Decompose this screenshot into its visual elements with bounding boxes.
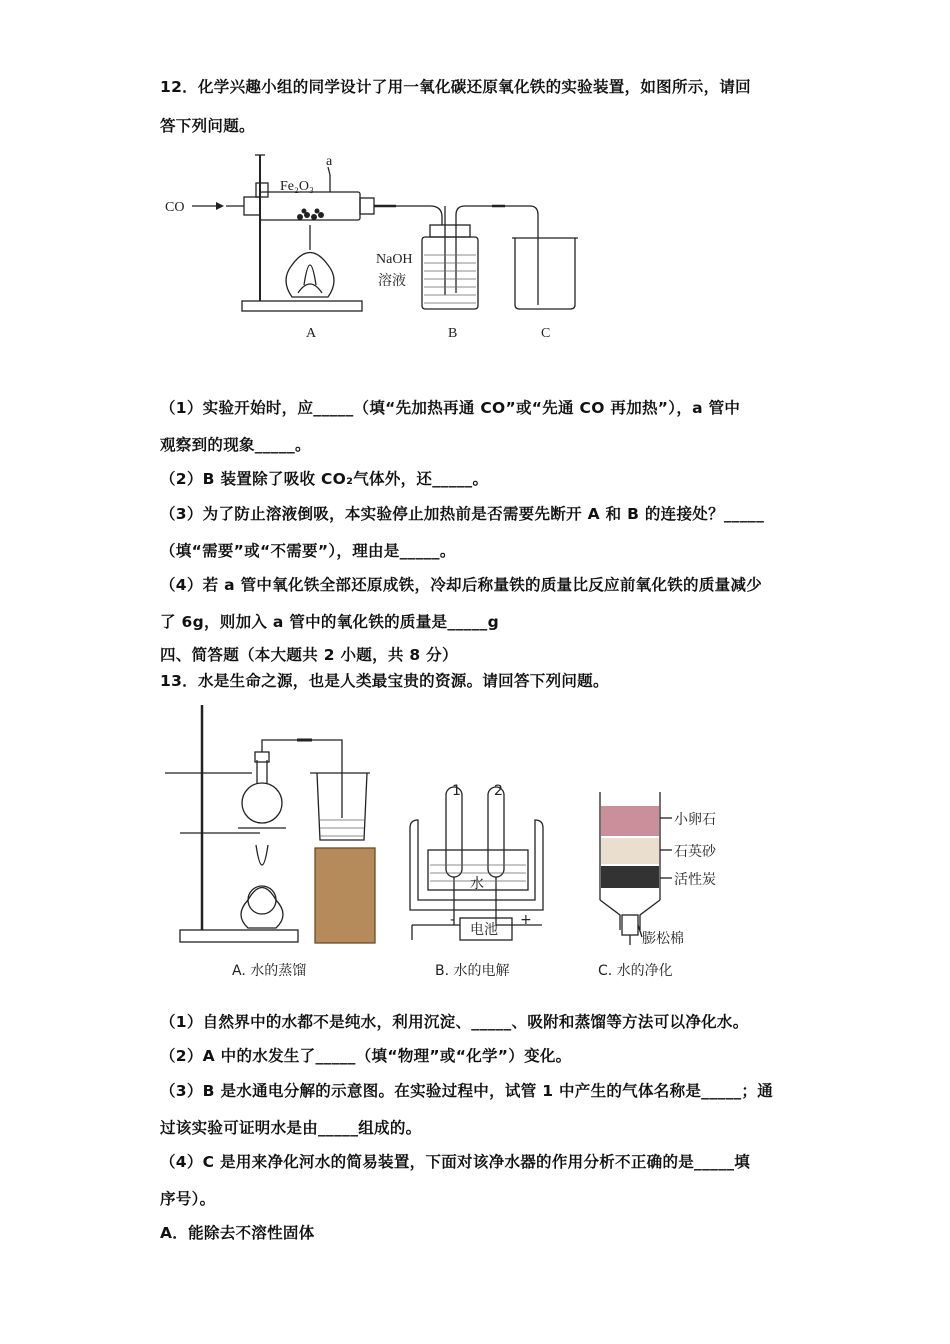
q12-p1-line1: （1）实验开始时，应_____（填“先加热再通 CO”或“先通 CO 再加热”），a 管中: [160, 399, 741, 417]
q12-p2: （2）B 装置除了吸收 CO₂气体外，还_____。: [160, 470, 489, 488]
q13-p3-line2: 过该实验可证明水是由_____组成的。: [160, 1119, 422, 1137]
minus-label: -: [450, 912, 456, 928]
carbon-label: 活性炭: [674, 872, 716, 888]
q13-p1: （1）自然界中的水都不是纯水，利用沉淀、_____、吸附和蒸馏等方法可以净化水。: [160, 1013, 749, 1031]
label-a: A: [306, 326, 317, 341]
label-b: B: [448, 326, 458, 341]
fe2o3-label: Fe₂O₃: [280, 179, 314, 194]
cotton-label: 膨松棉: [642, 931, 684, 947]
caption-a: A. 水的蒸馏: [232, 963, 307, 979]
quartz-label: 石英砂: [674, 844, 716, 860]
q12-p4-line1: （4）若 a 管中氧化铁全部还原成铁，冷却后称量铁的质量比反应前氧化铁的质量减少: [160, 576, 763, 594]
solution-label: 溶液: [378, 273, 406, 289]
plus-label: +: [520, 912, 532, 928]
label-c: C: [541, 326, 551, 341]
naoh-label: NaOH: [376, 252, 413, 267]
q12-stem-line1: 12．化学兴趣小组的同学设计了用一氧化碳还原氧化铁的实验装置，如图所示，请回: [160, 78, 751, 96]
caption-b: B. 水的电解: [435, 963, 510, 979]
co-label: CO: [165, 200, 185, 215]
q13-stem: 13．水是生命之源，也是人类最宝贵的资源。请回答下列问题。: [160, 672, 609, 690]
q13-p3-line1: （3）B 是水通电分解的示意图。在实验过程中，试管 1 中产生的气体名称是_____；通: [160, 1082, 774, 1100]
tube-1-label: 1: [452, 783, 461, 799]
water-label: 水: [470, 876, 484, 892]
a-label: a: [326, 154, 333, 169]
q13-p2: （2）A 中的水发生了_____（填“物理”或“化学”）变化。: [160, 1047, 572, 1065]
q12-p4-line2: 了 6g，则加入 a 管中的氧化铁的质量是_____g: [160, 613, 499, 631]
q13-option-a: A．能除去不溶性固体: [160, 1224, 315, 1242]
caption-c: C. 水的净化: [598, 963, 673, 979]
battery-label: 电池: [470, 922, 498, 938]
q13-p4-line1: （4）C 是用来净化河水的简易装置，下面对该净水器的作用分析不正确的是_____填: [160, 1153, 751, 1171]
q12-stem-line2: 答下列问题。: [160, 117, 255, 135]
q12-p3-line2: （填“需要”或“不需要”），理由是_____。: [160, 542, 456, 560]
pebble-label: 小卵石: [674, 812, 716, 828]
q12-p3-line1: （3）为了防止溶液倒吸，本实验停止加热前是否需要先断开 A 和 B 的连接处？_____: [160, 505, 765, 523]
section-heading: 四、简答题（本大题共 2 小题，共 8 分）: [160, 646, 458, 664]
tube-2-label: 2: [494, 783, 503, 799]
q12-p1-line2: 观察到的现象_____。: [160, 436, 311, 454]
q13-p4-line2: 序号）。: [160, 1190, 216, 1208]
q12-figure: [160, 145, 600, 350]
q13-figure: [160, 700, 760, 985]
